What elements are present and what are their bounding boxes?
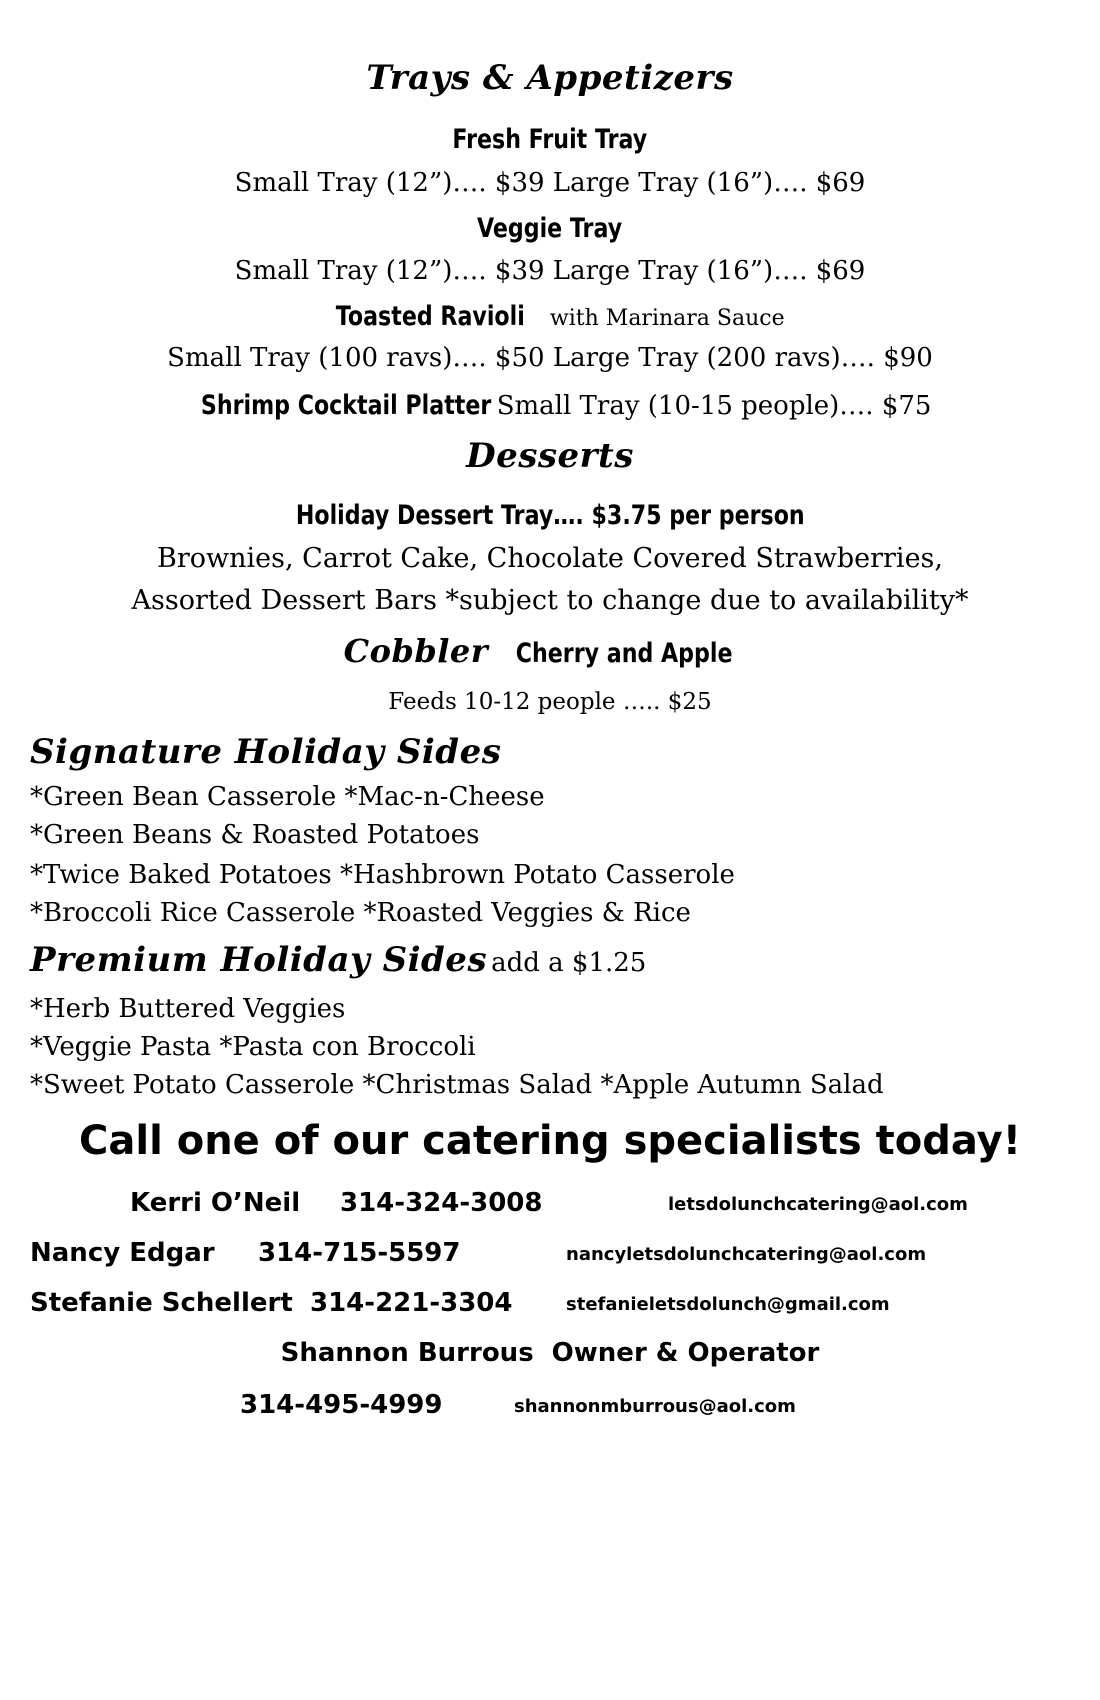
contact-name: Stefanie Schellert — [30, 1288, 293, 1318]
veggie-tray-title — [0, 213, 1100, 244]
toasted-ravioli-title-row — [0, 301, 1100, 332]
contact-phone[interactable]: 314-324-3008 — [340, 1188, 543, 1218]
veggie-tray-prices: Small Tray (12”)…. $39 Large Tray (16”)…. $69 — [234, 256, 866, 286]
owner-phone[interactable]: 314-495-4999 — [240, 1390, 443, 1420]
cobbler-flavors: Cherry and Apple — [515, 638, 733, 669]
owner-name: Shannon Burrous — [280, 1338, 534, 1368]
contact-phone[interactable]: 314-221-3304 — [310, 1288, 513, 1318]
holiday-dessert-tray-label: Holiday Dessert Tray…. $3.75 per person — [295, 500, 805, 531]
owner-row — [0, 1338, 1100, 1368]
dessert-description-line-1: Brownies, Carrot Cake, Chocolate Covered Strawberries, — [157, 543, 943, 574]
fresh-fruit-tray-title — [0, 124, 1100, 155]
premium-sides-line-2: *Veggie Pasta *Pasta con Broccoli — [30, 1032, 476, 1062]
premium-sides-heading-row — [30, 940, 646, 980]
veggie-tray-label: Veggie Tray — [477, 213, 623, 244]
premium-sides-heading: Premium Holiday Sides — [30, 940, 488, 980]
shrimp-platter-label: Shrimp Cocktail Platter — [200, 390, 491, 421]
cobbler-row — [0, 632, 1100, 670]
signature-sides-line-2: *Green Beans & Roasted Potatoes — [30, 820, 480, 850]
contact-email[interactable]: nancyletsdolunchcatering@aol.com — [566, 1244, 927, 1265]
signature-sides-line-1: *Green Bean Casserole *Mac-n-Cheese — [30, 782, 545, 812]
contact-name: Nancy Edgar — [30, 1238, 215, 1268]
signature-sides-line-4: *Broccoli Rice Casserole *Roasted Veggies & Rice — [30, 898, 691, 928]
cobbler-price: Feeds 10-12 people ….. $25 — [388, 689, 712, 715]
contact-email[interactable]: letsdolunchcatering@aol.com — [668, 1194, 968, 1215]
toasted-ravioli-prices: Small Tray (100 ravs)…. $50 Large Tray (200 ravs)…. $90 — [167, 343, 933, 373]
premium-sides-note: add a $1.25 — [491, 948, 647, 978]
holiday-dessert-tray-row — [0, 500, 1100, 531]
contact-phone[interactable]: 314-715-5597 — [258, 1238, 461, 1268]
contact-name: Kerri O’Neil — [130, 1188, 301, 1218]
desserts-heading: Desserts — [466, 436, 634, 476]
owner-role: Owner & Operator — [551, 1338, 820, 1368]
premium-sides-line-3: *Sweet Potato Casserole *Christmas Salad *Apple Autumn Salad — [30, 1070, 884, 1100]
toasted-ravioli-label: Toasted Ravioli — [336, 301, 526, 332]
dessert-description-line-2: Assorted Dessert Bars *subject to change due to availability* — [131, 585, 969, 616]
toasted-ravioli-subtitle: with Marinara Sauce — [549, 306, 785, 331]
signature-sides-heading: Signature Holiday Sides — [30, 732, 502, 772]
cobbler-heading: Cobbler — [343, 632, 489, 670]
shrimp-platter-row — [0, 390, 1100, 421]
fresh-fruit-tray-prices: Small Tray (12”)…. $39 Large Tray (16”)…. $69 — [234, 168, 866, 198]
call-to-action: Call one of our catering specialists today! — [79, 1118, 1021, 1164]
signature-sides-line-3: *Twice Baked Potatoes *Hashbrown Potato Casserole — [30, 860, 735, 890]
premium-sides-line-1: *Herb Buttered Veggies — [30, 994, 346, 1024]
contact-email[interactable]: stefanieletsdolunch@gmail.com — [566, 1294, 890, 1315]
shrimp-platter-price: Small Tray (10-15 people)…. $75 — [496, 391, 932, 421]
owner-email[interactable]: shannonmburrous@aol.com — [514, 1396, 796, 1417]
fresh-fruit-tray-label: Fresh Fruit Tray — [452, 124, 648, 155]
trays-appetizers-heading: Trays & Appetizers — [366, 58, 734, 98]
